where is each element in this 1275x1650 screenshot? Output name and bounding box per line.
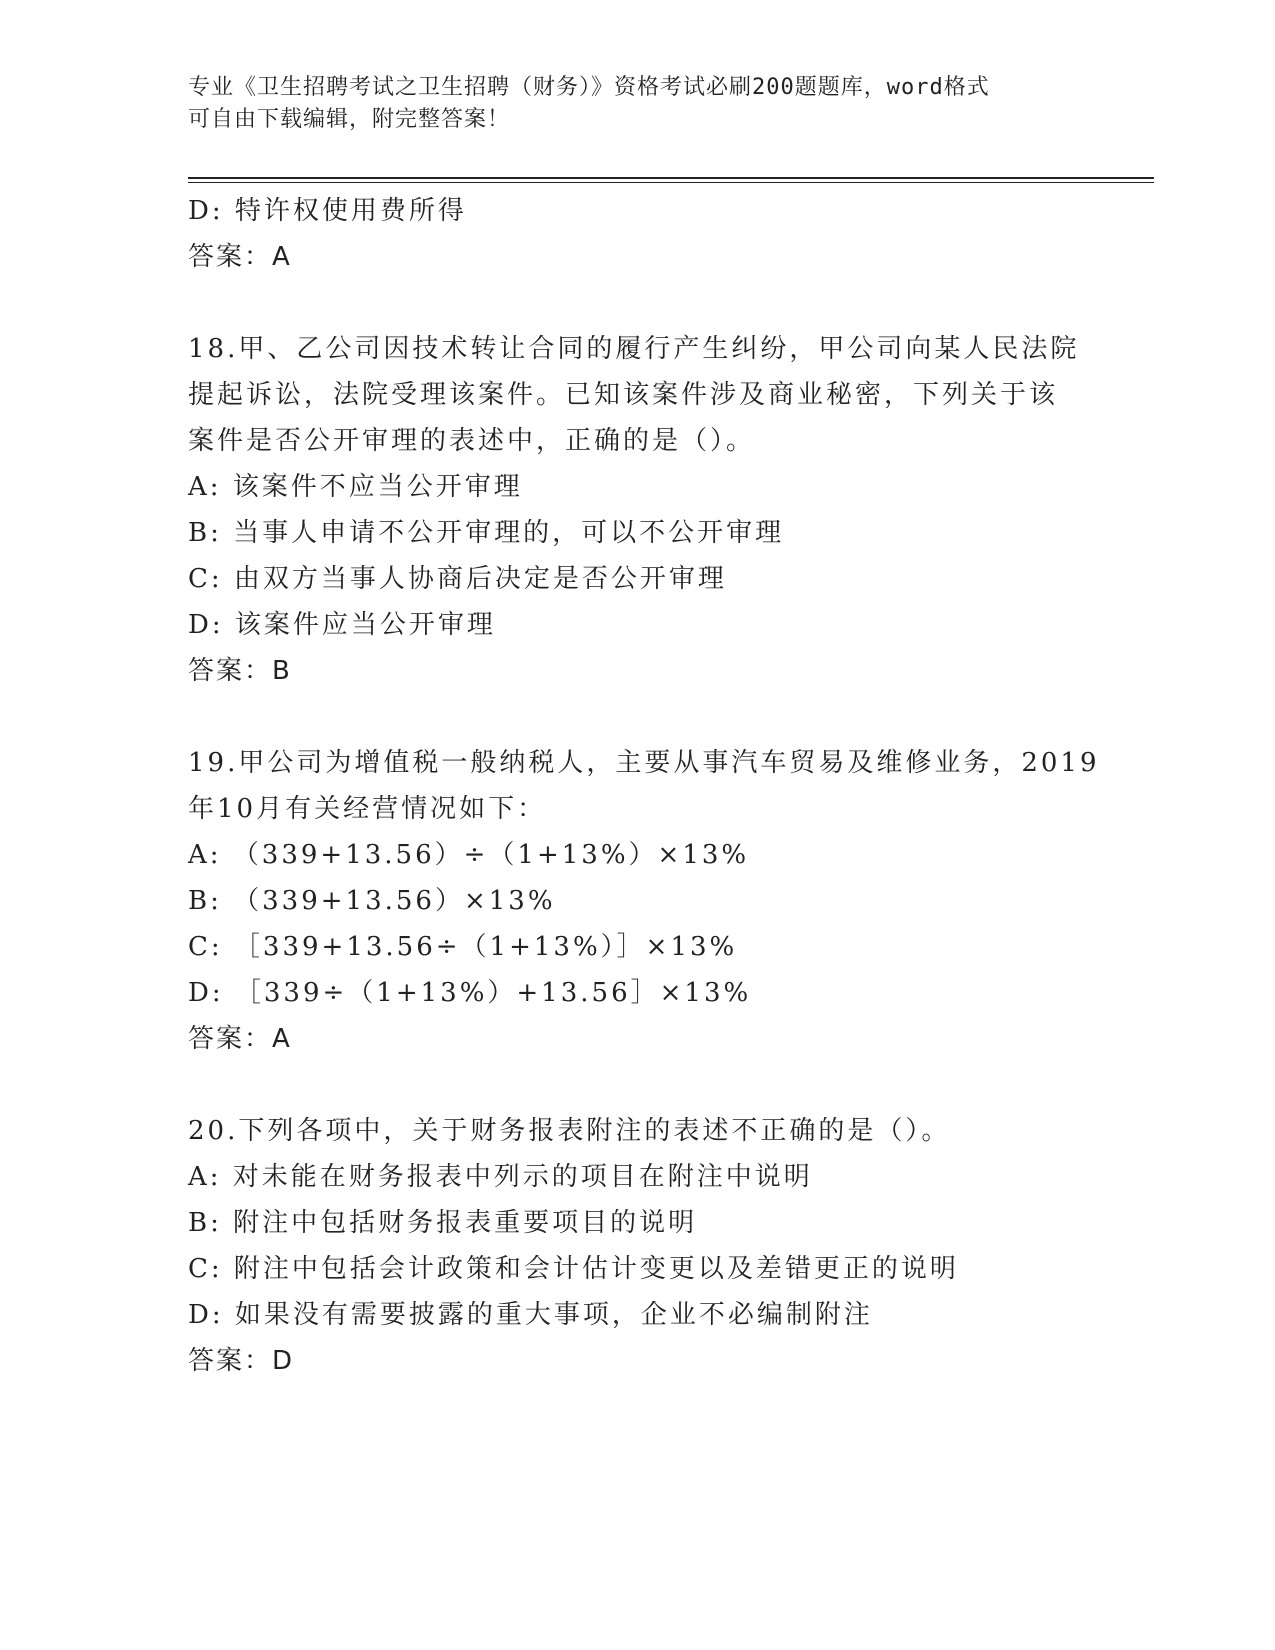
question-stem: 18.甲、乙公司因技术转让合同的履行产生纠纷，甲公司向某人民法院	[188, 334, 1080, 364]
question-20	[188, 1108, 1088, 1384]
answer: 答案：B	[188, 656, 292, 686]
spacer	[188, 280, 1088, 326]
option-c: C: ［339+13.56÷（1+13%）］×13%	[188, 932, 738, 962]
option-a: A: （339+13.56）÷（1+13%）×13%	[188, 840, 750, 870]
question-stem: 年10月有关经营情况如下：	[188, 794, 547, 824]
question-19	[188, 740, 1100, 1062]
answer: 答案：A	[188, 242, 292, 272]
option-d: D: ［339÷（1+13%）+13.56］×13%	[188, 978, 752, 1008]
option-b: B: 附注中包括财务报表重要项目的说明	[188, 1208, 698, 1238]
option-d: D: 特许权使用费所得	[188, 196, 467, 226]
spacer	[188, 694, 1088, 740]
option-b: B: （339+13.56）×13%	[188, 886, 556, 916]
question-stem: 19.甲公司为增值税一般纳税人，主要从事汽车贸易及维修业务，2019	[188, 748, 1100, 778]
question-stem: 案件是否公开审理的表述中，正确的是（）。	[188, 426, 756, 456]
previous-question-tail	[188, 188, 1088, 280]
header-line-1: 专业《卫生招聘考试之卫生招聘（财务）》资格考试必刷200题题库，word格式	[188, 75, 990, 100]
header-divider-thick	[188, 177, 1154, 179]
option-c: C: 附注中包括会计政策和会计估计变更以及差错更正的说明	[188, 1254, 959, 1284]
question-stem: 20.下列各项中，关于财务报表附注的表述不正确的是（）。	[188, 1116, 951, 1146]
option-d: D: 该案件应当公开审理	[188, 610, 496, 640]
option-a: A: 对未能在财务报表中列示的项目在附注中说明	[188, 1162, 813, 1192]
document-body	[188, 188, 1100, 1384]
answer: 答案：A	[188, 1024, 292, 1054]
header-line-2: 可自由下载编辑，附完整答案！	[188, 107, 511, 132]
option-a: A: 该案件不应当公开审理	[188, 472, 523, 502]
option-d: D: 如果没有需要披露的重大事项，企业不必编制附注	[188, 1300, 873, 1330]
question-stem: 提起诉讼，法院受理该案件。已知该案件涉及商业秘密，下列关于该	[188, 380, 1059, 410]
question-18	[188, 326, 1088, 694]
spacer	[188, 1062, 1088, 1108]
option-b: B: 当事人申请不公开审理的，可以不公开审理	[188, 518, 785, 548]
document-header	[188, 72, 1088, 136]
answer: 答案：D	[188, 1346, 295, 1376]
option-c: C: 由双方当事人协商后决定是否公开审理	[188, 564, 727, 594]
header-divider-thin	[188, 182, 1154, 183]
